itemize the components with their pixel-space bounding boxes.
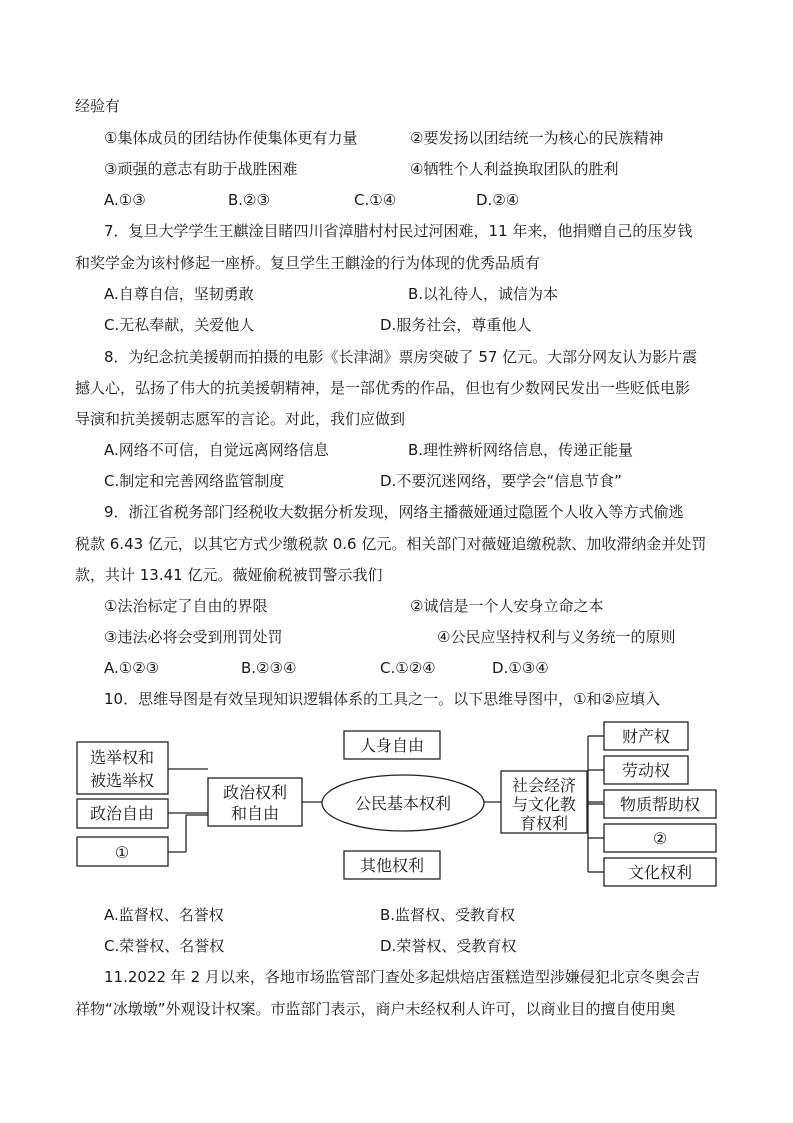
- q7-option-c: C.无私奉献，关爱他人: [104, 316, 255, 334]
- q9-stem-line-2: 税款 6.43 亿元，以其它方式少缴税款 0.6 亿元。相关部门对薇娅追缴税款、加收滞纳金并处罚: [75, 535, 707, 553]
- q10-option-d: D.荣誉权、受教育权: [380, 937, 517, 955]
- mm-label-cultural-right: 文化权利: [627, 863, 693, 882]
- mm-label-election-rights-1: 选举权和: [89, 748, 155, 767]
- q9-statement-4: ④公民应坚持权利与义务统一的原则: [437, 628, 676, 646]
- mm-label-blank-1: ①: [114, 843, 130, 862]
- q10-option-b: B.监督权、受教育权: [380, 906, 516, 924]
- q7-stem-line-1: 7．复旦大学学生王麒淦目睹四川省漳腊村村民过河困难，11 年来，他捐赠自己的压岁钱: [104, 222, 693, 240]
- q9-statement-1: ①法治标定了自由的界限: [104, 597, 268, 615]
- q6-option-a: A.①③: [104, 191, 146, 209]
- q6-statement-3: ③顽强的意志有助于战胜困难: [104, 160, 298, 178]
- q6-statement-4: ④牺牲个人利益换取团队的胜利: [410, 160, 619, 178]
- q7-stem-line-2: 和奖学金为该村修起一座桥。复旦学生王麒淦的行为体现的优秀品质有: [75, 254, 541, 272]
- q8-stem-line-2: 撼人心，弘扬了伟大的抗美援朝精神，是一部优秀的作品，但也有少数网民发出一些贬低电影: [75, 379, 691, 397]
- q9-stem-line-3: 款，共计 13.41 亿元。薇娅偷税被罚警示我们: [75, 566, 383, 584]
- q8-stem-line-1: 8．为纪念抗美援朝而拍摄的电影《长津湖》票房突破了 57 亿元。大部分网友认为影片震: [104, 348, 698, 366]
- q6-option-c: C.①④: [354, 191, 397, 209]
- q10-option-a: A.监督权、名誉权: [104, 906, 224, 924]
- q11-stem-line-1: 11.2022 年 2 月以来，各地市场监管部门查处多起烘焙店蛋糕造型涉嫌侵犯北京冬奥会吉: [104, 968, 700, 986]
- q9-statement-2: ②诚信是一个人安身立命之本: [410, 597, 604, 615]
- mm-label-election-rights-2: 被选举权: [89, 771, 155, 790]
- q11-stem-line-2: 祥物“冰墩墩”外观设计权案。市监部门表示，商户未经权利人许可，以商业目的擅自使用奥: [75, 1000, 676, 1018]
- q6-option-d: D.②④: [476, 191, 520, 209]
- mm-label-blank-2: ②: [652, 829, 668, 848]
- q10-option-c: C.荣誉权、名誉权: [104, 937, 225, 955]
- q8-stem-line-3: 导演和抗美援朝志愿军的言论。对此，我们应做到: [75, 410, 406, 428]
- mm-label-basic-rights: 公民基本权利: [354, 794, 452, 813]
- q9-stem-line-1: 9．浙江省税务部门经税收大数据分析发现，网络主播薇娅通过隐匿个人收入等方式偷逃: [104, 503, 684, 521]
- q6-option-b: B.②③: [228, 191, 270, 209]
- q6-statement-2: ②要发扬以团结统一为核心的民族精神: [410, 129, 664, 147]
- mm-label-political-rights-2: 和自由: [230, 804, 280, 823]
- q9-option-a: A.①②③: [104, 659, 160, 677]
- q9-option-b: B.②③④: [241, 659, 297, 677]
- mm-label-political-rights-1: 政治权利: [222, 783, 288, 802]
- q9-statement-3: ③违法必将会受到刑罚处罚: [104, 628, 283, 646]
- mm-label-political-freedom: 政治自由: [89, 804, 155, 823]
- q9-option-c: C.①②④: [380, 659, 436, 677]
- mm-label-other-rights: 其他权利: [359, 856, 425, 875]
- mm-label-property-right: 财产权: [621, 727, 671, 746]
- q9-option-d: D.①③④: [492, 659, 549, 677]
- q6-statement-1: ①集体成员的团结协作使集体更有力量: [104, 129, 358, 147]
- mm-label-personal-freedom: 人身自由: [359, 736, 425, 755]
- mm-label-social-rights-1: 社会经济: [511, 776, 577, 795]
- mm-label-social-rights-3: 育权利: [519, 814, 569, 833]
- mm-label-labor-right: 劳动权: [621, 761, 671, 780]
- q6-stem-continuation: 经验有: [75, 97, 121, 115]
- q7-option-b: B.以礼待人，诚信为本: [408, 285, 559, 303]
- q7-option-d: D.服务社会，尊重他人: [380, 316, 532, 334]
- q8-option-c: C.制定和完善网络监管制度: [104, 472, 285, 490]
- q8-option-d: D.不要沉迷网络，要学会“信息节食”: [380, 472, 622, 490]
- q7-option-a: A.自尊自信，坚韧勇敢: [104, 285, 254, 303]
- mm-label-material-aid-right: 物质帮助权: [619, 795, 701, 814]
- q8-option-b: B.理性辨析网络信息，传递正能量: [408, 441, 634, 459]
- q8-option-a: A.网络不可信，自觉远离网络信息: [104, 441, 329, 459]
- q10-stem-line-1: 10．思维导图是有效呈现知识逻辑体系的工具之一。以下思维导图中，①和②应填入: [104, 690, 660, 708]
- mm-label-social-rights-2: 与文化教: [511, 795, 577, 814]
